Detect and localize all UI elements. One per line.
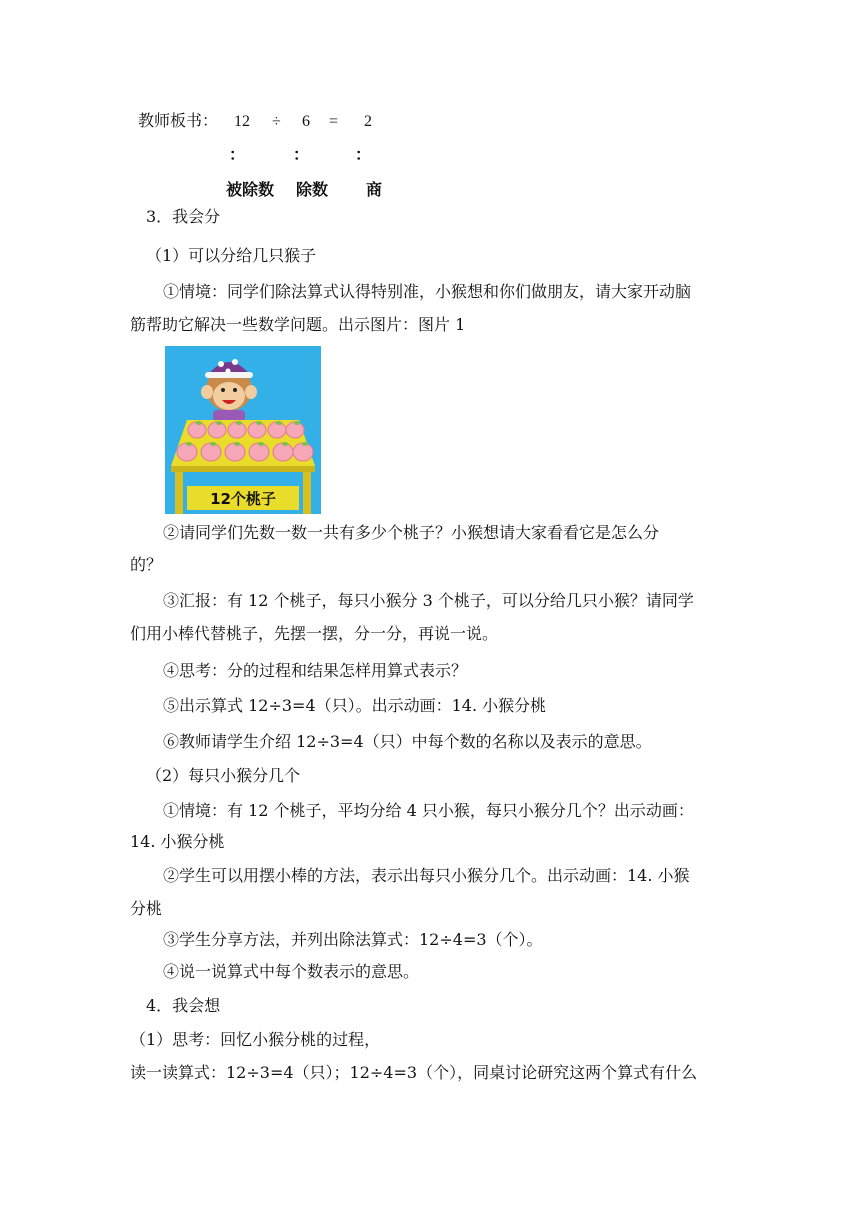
paragraph-q2a: ②学生可以用摆小棒的方法，表示出每只小猴分几个。出示动画：14. 小猴 bbox=[163, 866, 690, 885]
board-eq-sign: = bbox=[329, 113, 339, 130]
board-name-dividend: 被除数 bbox=[226, 180, 275, 199]
board-divisor: 6 bbox=[302, 113, 310, 130]
subsection-heading-4-1: （1）思考：回忆小猴分桃的过程， bbox=[130, 1030, 381, 1049]
paragraph-q3: ③学生分享方法，并列出除法算式：12÷4=3（个）。 bbox=[163, 930, 543, 949]
monkey-peaches-image bbox=[165, 346, 321, 514]
section-heading-4: 4．我会想 bbox=[146, 996, 221, 1015]
paragraph-q1a: ①情境：有 12 个桃子，平均分给 4 只小猴，每只小猴分几个？出示动画： bbox=[163, 801, 694, 820]
board-colon-2: ： bbox=[293, 145, 310, 164]
subsection-heading-3-1: （1）可以分给几只猴子 bbox=[146, 246, 317, 265]
paragraph-q4: ④说一说算式中每个数表示的意思。 bbox=[163, 962, 420, 981]
board-dividend: 12 bbox=[234, 113, 250, 130]
monkey-peaches-illustration bbox=[165, 346, 321, 514]
board-colon-1: ： bbox=[229, 145, 246, 164]
paragraph-q2b: 分桃 bbox=[130, 899, 163, 918]
paragraph-5: ⑤出示算式 12÷3=4（只）。出示动画：14. 小猴分桃 bbox=[163, 696, 547, 715]
paragraph-1a: ①情境：同学们除法算式认得特别准，小猴想和你们做朋友，请大家开动脑 bbox=[163, 282, 692, 301]
paragraph-last: 读一读算式：12÷3=4（只）；12÷4=3（个），同桌讨论研究这两个算式有什么 bbox=[130, 1063, 698, 1082]
table-leg-left bbox=[175, 472, 183, 514]
subsection-heading-3-2: （2）每只小猴分几个 bbox=[146, 766, 301, 785]
paragraph-4: ④思考：分的过程和结果怎样用算式表示？ bbox=[163, 661, 468, 680]
board-colon-3: ： bbox=[355, 145, 372, 164]
board-name-divisor: 除数 bbox=[296, 180, 329, 199]
monkey-hat-brim bbox=[205, 372, 253, 378]
monkey-ear-right bbox=[245, 385, 257, 399]
image-caption: 12个桃子 bbox=[210, 490, 276, 508]
monkey-face bbox=[213, 382, 245, 410]
board-name-quotient: 商 bbox=[366, 180, 383, 199]
board-label: 教师板书： bbox=[138, 113, 219, 130]
board-div-sign: ÷ bbox=[272, 113, 281, 130]
paragraph-2a: ②请同学们先数一数一共有多少个桃子？小猴想请大家看看它是怎么分 bbox=[163, 523, 660, 542]
paragraph-q1b: 14. 小猴分桃 bbox=[130, 832, 225, 851]
paragraph-3b: 们用小棒代替桃子，先摆一摆，分一分，再说一说。 bbox=[130, 624, 499, 643]
board-quotient: 2 bbox=[364, 113, 372, 130]
monkey-ear-left bbox=[201, 385, 213, 399]
paragraph-2b: 的？ bbox=[130, 555, 163, 574]
paragraph-6: ⑥教师请学生介绍 12÷3=4（只）中每个数的名称以及表示的意思。 bbox=[163, 732, 652, 751]
paragraph-3a: ③汇报：有 12 个桃子，每只小猴分 3 个桃子，可以分给几只小猴？请同学 bbox=[163, 591, 694, 610]
paragraph-1b: 筋帮助它解决一些数学问题。出示图片：图片 1 bbox=[130, 315, 466, 334]
section-heading-3: 3．我会分 bbox=[146, 207, 221, 226]
table-leg-right bbox=[303, 472, 311, 514]
